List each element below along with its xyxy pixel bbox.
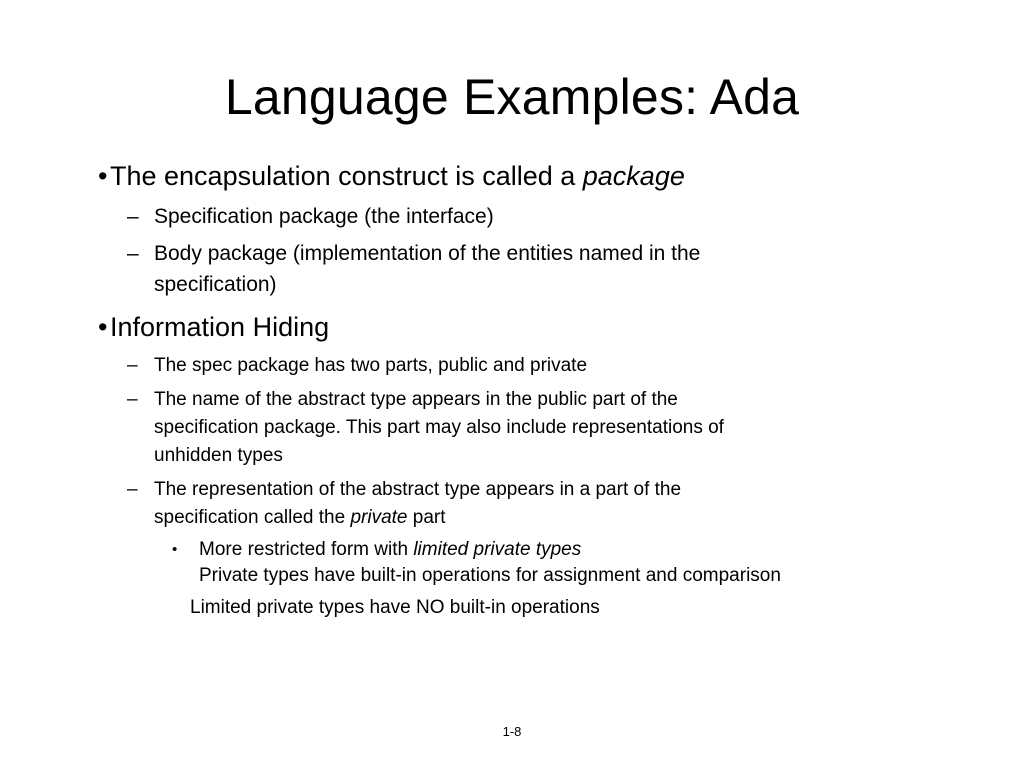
sub-bullet-body-package-line2: specification) [154,273,277,296]
sub-sub-bullet-limited-private-line3: Limited private types have NO built-in operations [190,597,600,618]
emphasis-private: private [350,507,408,528]
text-segment: part [407,507,446,528]
bullet-information-hiding: Information Hiding [110,312,330,342]
sub-sub-bullet-marker: • [172,541,178,558]
text-segment: More restricted form with [199,539,414,560]
bullet-marker: • [98,312,108,342]
sub-bullet-marker: – [127,479,138,500]
text-segment: specification called the [154,507,351,528]
sub-bullet-abstract-type-line2: specification package. This part may also include representations of [154,417,724,438]
sub-bullet-abstract-type-line1: The name of the abstract type appears in the public part of the [154,389,678,410]
sub-bullet-body-package-line1: Body package (implementation of the entities named in the [154,242,701,265]
slide-number: 1-8 [502,724,522,739]
bullet-marker: • [98,161,108,191]
sub-bullet-marker: – [127,389,138,410]
sub-bullet-marker: – [127,242,139,265]
sub-bullet-representation-line2 [154,505,446,530]
emphasis-package: package [582,161,685,191]
sub-sub-bullet-limited-private-line1 [199,537,581,562]
sub-bullet-marker: – [127,355,138,376]
sub-sub-bullet-limited-private-line2: Private types have built-in operations for assignment and comparison [199,565,781,586]
sub-bullet-specification-package: Specification package (the interface) [154,205,494,228]
sub-bullet-marker: – [127,205,139,228]
sub-bullet-representation-line1: The representation of the abstract type appears in a part of the [154,479,682,500]
bullet-encapsulation [110,160,685,192]
bullet-text: The encapsulation construct is called a [110,161,583,191]
sub-bullet-spec-two-parts: The spec package has two parts, public and private [154,355,588,376]
emphasis-limited-private-types: limited private types [413,539,582,560]
slide-title: Language Examples: Ada [224,69,800,125]
sub-bullet-abstract-type-line3: unhidden types [154,445,283,466]
